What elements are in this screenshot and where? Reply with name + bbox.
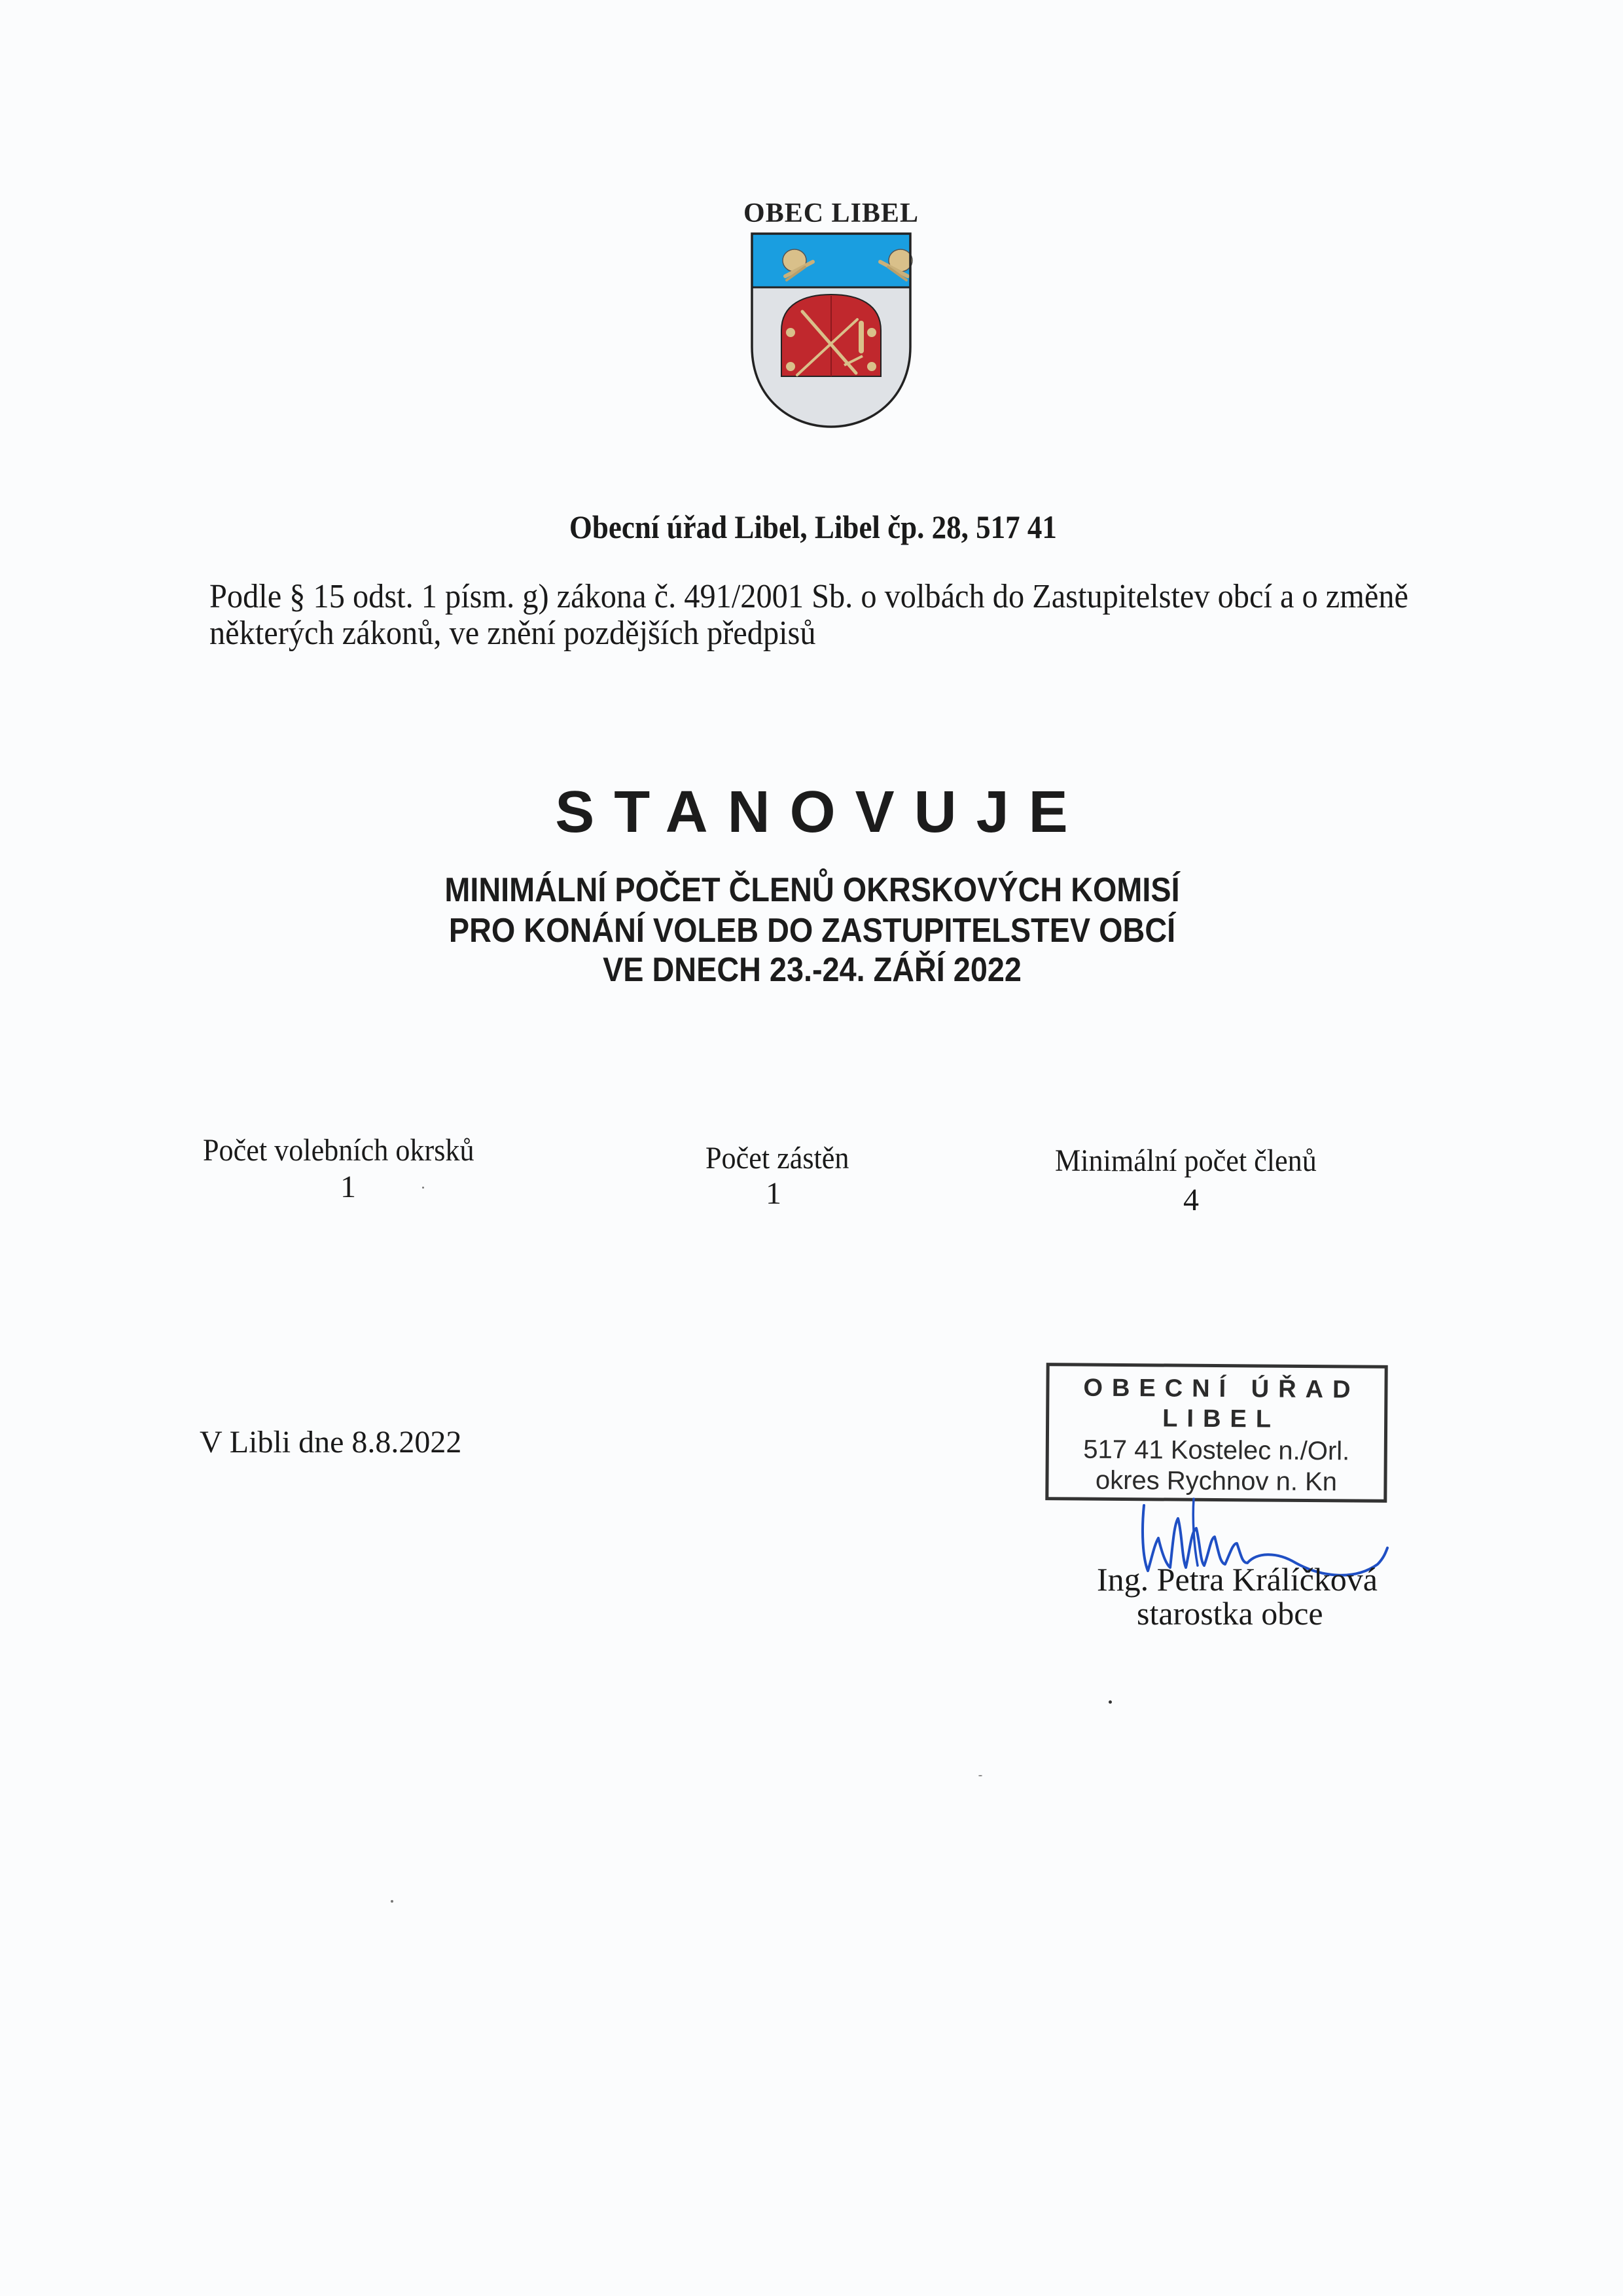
column-header-voting-districts: Počet volebních okrsků <box>203 1133 474 1168</box>
stamp-line: okres Rychnov n. Kn <box>1095 1465 1338 1497</box>
stamp-line: 517 41 Kostelec n./Orl. <box>1083 1435 1350 1466</box>
decision-title: STANOVUJE <box>555 780 1088 845</box>
decision-subtitle-line: MINIMÁLNÍ POČET ČLENŮ OKRSKOVÝCH KOMISÍ <box>444 871 1180 909</box>
value-screens: 1 <box>766 1176 781 1211</box>
scan-speck <box>391 1900 393 1903</box>
signer-name: Ing. Petra Králíčková <box>1097 1561 1378 1598</box>
signer-role: starostka obce <box>1137 1595 1323 1632</box>
legal-basis-line-1: Podle § 15 odst. 1 písm. g) zákona č. 491/2001 Sb. o volbách do Zastupitelstev obcí a o změně <box>209 578 1408 615</box>
scan-speck <box>1109 1700 1112 1704</box>
decision-subtitle-line: PRO KONÁNÍ VOLEB DO ZASTUPITELSTEV OBCÍ <box>448 912 1176 950</box>
legal-basis-line-2: některých zákonů, ve znění pozdějších předpisů <box>209 615 816 652</box>
office-stamp <box>1045 1363 1387 1503</box>
office-address-heading: Obecní úřad Libel, Libel čp. 28, 517 41 <box>569 509 1057 545</box>
scan-speck <box>978 1775 982 1776</box>
column-header-screens: Počet zástěn <box>705 1141 849 1175</box>
column-header-min-members: Minimální počet členů <box>1055 1143 1317 1178</box>
emblem-title: OBEC LIBEL <box>743 198 919 228</box>
decision-subtitle-line: VE DNECH 23.-24. ZÁŘÍ 2022 <box>603 951 1022 989</box>
value-voting-districts: 1 <box>340 1170 356 1204</box>
stamp-line: OBECNÍ ÚŘAD <box>1083 1374 1360 1404</box>
value-min-members: 4 <box>1183 1183 1199 1217</box>
coat-of-arms <box>740 196 923 439</box>
stamp-line: LIBEL <box>1162 1405 1281 1433</box>
place-and-date: V Libli dne 8.8.2022 <box>200 1425 462 1460</box>
scan-speck <box>422 1187 424 1189</box>
